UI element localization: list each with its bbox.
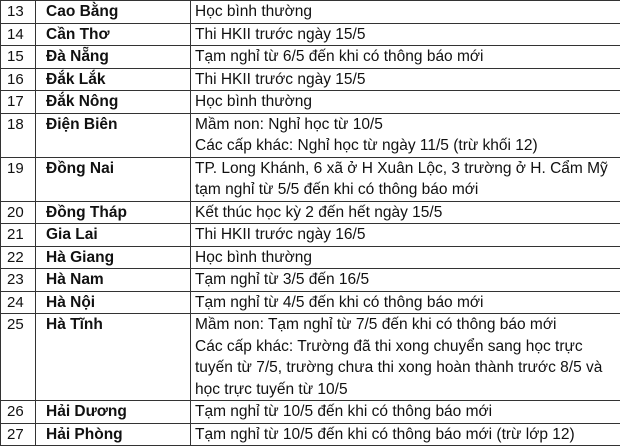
schedule-line: Học bình thường [195,91,620,113]
schedule-line: Thi HKII trước ngày 15/5 [195,24,620,46]
table-row [1,23,620,46]
province-name: Hải Phòng [36,423,191,446]
schedule-line: Thi HKII trước ngày 16/5 [195,224,620,246]
schedule-info [191,224,620,247]
province-name: Hải Dương [36,401,191,424]
province-name: Hà Nội [36,291,191,314]
schedule-info [191,201,620,224]
table-row [1,1,620,24]
row-number: 16 [1,68,36,91]
table-row [1,157,620,201]
province-name: Hà Tĩnh [36,314,191,401]
row-number: 26 [1,401,36,424]
schedule-line: Mầm non: Nghỉ học từ 10/5 [195,114,620,136]
schedule-line: Mầm non: Tạm nghỉ từ 7/5 đến khi có thông báo mới [195,314,620,336]
schedule-line: Thi HKII trước ngày 15/5 [195,69,620,91]
table-row [1,401,620,424]
schedule-line: học trực tuyến từ 10/5 [195,379,620,401]
province-name: Hà Giang [36,246,191,269]
schedule-line: Tạm nghỉ từ 4/5 đến khi có thông báo mới [195,292,620,314]
row-number: 23 [1,269,36,292]
province-name: Cần Thơ [36,23,191,46]
row-number: 20 [1,201,36,224]
schedule-line: TP. Long Khánh, 6 xã ở H Xuân Lộc, 3 trường ở H. Cẩm Mỹ [195,158,620,180]
schedule-line: Tạm nghỉ từ 10/5 đến khi có thông báo mới [195,401,620,423]
row-number: 18 [1,113,36,157]
schedule-info [191,23,620,46]
schedule-info [191,314,620,401]
schedule-line: Học bình thường [195,1,620,23]
table-row [1,246,620,269]
row-number: 14 [1,23,36,46]
schedule-line: tuyến từ 7/5, trường chưa thi xong hoàn thành trước 8/5 và [195,357,620,379]
schedule-info [191,246,620,269]
table-row [1,46,620,69]
schedule-line: Các cấp khác: Nghỉ học từ ngày 11/5 (trừ khối 12) [195,135,620,157]
table-row [1,113,620,157]
province-name: Đồng Nai [36,157,191,201]
schedule-info [191,269,620,292]
province-name: Hà Nam [36,269,191,292]
schedule-info [191,113,620,157]
row-number: 19 [1,157,36,201]
row-number: 25 [1,314,36,401]
schedule-line: Tạm nghỉ từ 10/5 đến khi có thông báo mới (trừ lớp 12) [195,424,620,446]
schedule-line: Kết thúc học kỳ 2 đến hết ngày 15/5 [195,202,620,224]
table-row [1,269,620,292]
schedule-line: Các cấp khác: Trường đã thi xong chuyển sang học trực [195,336,620,358]
schedule-info [191,68,620,91]
province-name: Gia Lai [36,224,191,247]
schedule-info [191,1,620,24]
province-name: Đắk Nông [36,91,191,114]
schedule-info [191,423,620,446]
row-number: 27 [1,423,36,446]
table-row [1,314,620,401]
province-name: Đà Nẵng [36,46,191,69]
table-row [1,224,620,247]
schedule-info [191,291,620,314]
schedule-line: Học bình thường [195,247,620,269]
row-number: 22 [1,246,36,269]
province-name: Điện Biên [36,113,191,157]
schedule-info [191,91,620,114]
table-body [1,1,620,446]
province-name: Đắk Lắk [36,68,191,91]
schedule-info [191,46,620,69]
table-row [1,68,620,91]
table-row [1,291,620,314]
schedule-info [191,157,620,201]
table-row [1,91,620,114]
province-name: Đồng Tháp [36,201,191,224]
schedule-info [191,401,620,424]
row-number: 15 [1,46,36,69]
row-number: 13 [1,1,36,24]
row-number: 21 [1,224,36,247]
table-row [1,201,620,224]
row-number: 24 [1,291,36,314]
schedule-line: tạm nghỉ từ 5/5 đến khi có thông báo mới [195,179,620,201]
schedule-line: Tạm nghỉ từ 6/5 đến khi có thông báo mới [195,46,620,68]
row-number: 17 [1,91,36,114]
province-name: Cao Bằng [36,1,191,24]
schedule-line: Tạm nghỉ từ 3/5 đến 16/5 [195,269,620,291]
table-row [1,423,620,446]
